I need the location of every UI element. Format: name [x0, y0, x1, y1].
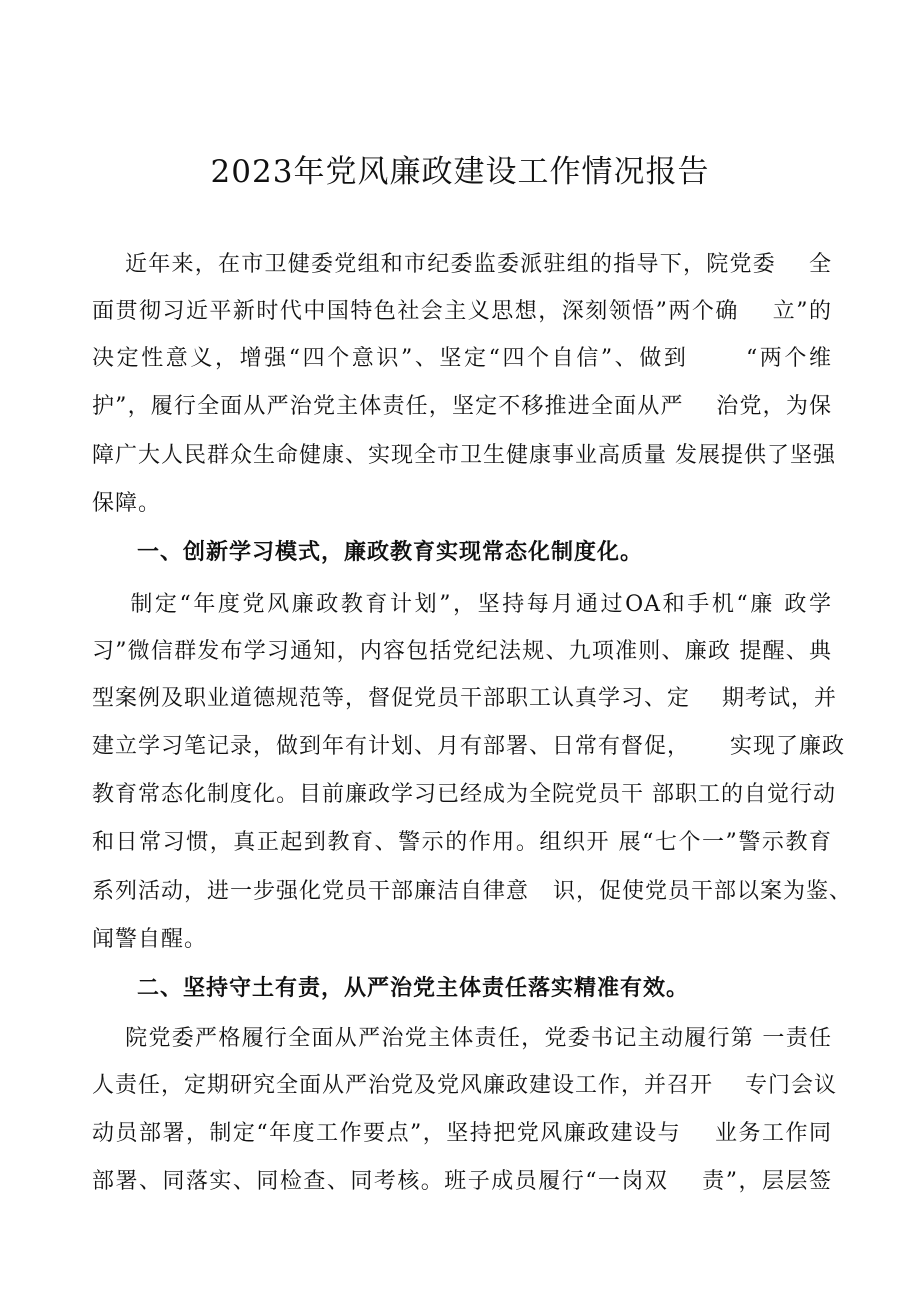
paragraph-1-line: 保障。 [92, 491, 162, 516]
paragraph-2-line: 习”微信群发布学习通知，内容包括党纪法规、九项准则、廉政 提醒、典 [92, 639, 832, 664]
paragraph-1-line: 障广大人民群众生命健康、实现全市卫生健康事业高质量 发展提供了坚强 [92, 443, 836, 468]
paragraph-1-line: 近年来，在市卫健委党组和市纪委监委派驻组的指导下，院党委 全 [92, 252, 832, 277]
paragraph-2-line: 和日常习惯，真正起到教育、警示的作用。组织开 展“七个一”警示教育 [92, 830, 832, 855]
paragraph-3-line: 部署、同落实、同检查、同考核。班子成员履行“一岗双 责”，层层签 [92, 1169, 832, 1194]
paragraph-2-line: 系列活动，进一步强化党员干部廉洁自律意 识，促使党员干部以案为鉴、 [92, 879, 852, 904]
paragraph-2-line: 建立学习笔记录，做到年有计划、月有部署、日常有督促， 实现了廉政 [92, 734, 845, 759]
paragraph-3-line: 人责任，定期研究全面从严治党及党风廉政建设工作，并召开 专门会议 [92, 1073, 837, 1098]
paragraph-2-line: 教育常态化制度化。目前廉政学习已经成为全院党员干 部职工的自觉行动 [92, 782, 836, 807]
section-heading-2: 二、坚持守土有责，从严治党主体责任落实精准有效。 [137, 976, 690, 1001]
paragraph-3-line: 动员部署，制定“年度工作要点”，坚持把党风廉政建设与 业务工作同 [92, 1121, 832, 1146]
paragraph-2-line: 制定“年度党风廉政教育计划”，坚持每月通过OA和手机“廉 政学 [92, 592, 832, 617]
paragraph-2-line: 闻警自醒。 [92, 927, 208, 952]
paragraph-1-line: 面贯彻习近平新时代中国特色社会主义思想，深刻领悟”两个确 立”的 [92, 299, 832, 324]
paragraph-3-line: 院党委严格履行全面从严治党主体责任，党委书记主动履行第 一责任 [92, 1026, 832, 1051]
paragraph-1-line: 护”，履行全面从严治党主体责任，坚定不移推进全面从严 治党，为保 [92, 394, 832, 419]
paragraph-2-line: 型案例及职业道德规范等，督促党员干部职工认真学习、定 期考试，并 [92, 686, 837, 711]
document-title: 2023年党风廉政建设工作情况报告 [210, 154, 710, 190]
section-heading-1: 一、创新学习模式，廉政教育实现常态化制度化。 [137, 540, 644, 565]
paragraph-1-line: 决定性意义，增强“四个意识”、坚定“四个自信”、做到 “两个维 [92, 346, 832, 371]
